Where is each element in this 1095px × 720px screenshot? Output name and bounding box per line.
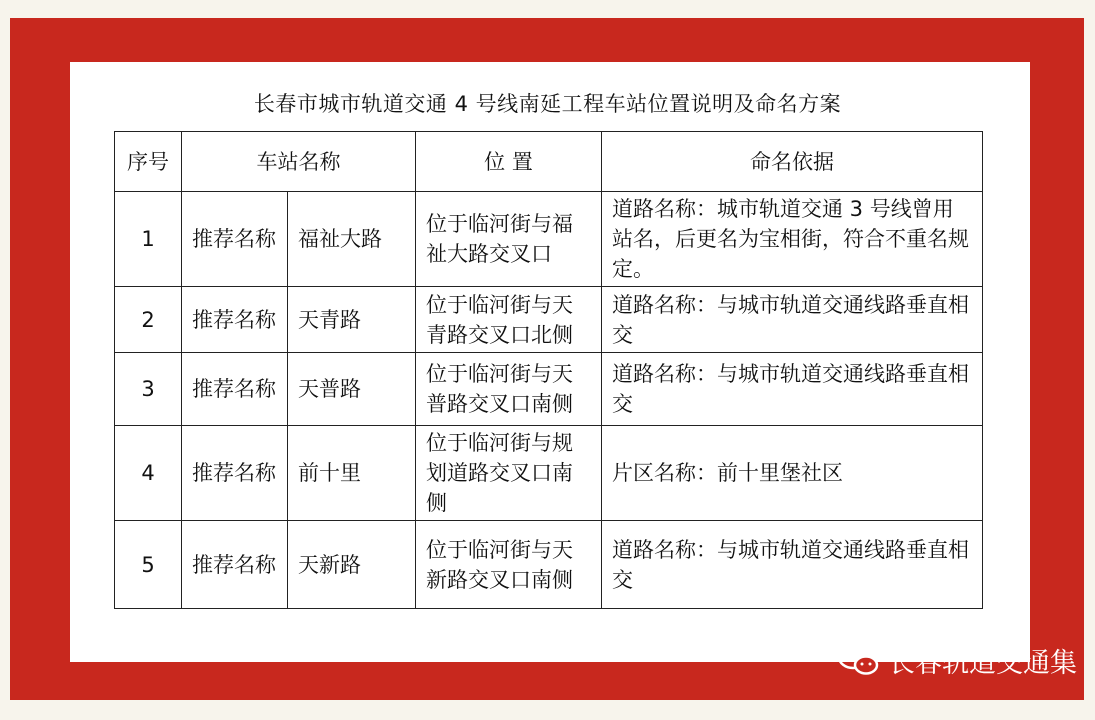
station-name: 天青路 (288, 287, 416, 353)
row-number: 3 (115, 353, 182, 426)
row-number: 1 (115, 192, 182, 287)
table-row (115, 192, 983, 287)
station-location: 位于临河街与天普路交叉口南侧 (416, 353, 602, 426)
recommended-label: 推荐名称 (182, 287, 288, 353)
header-basis: 命名依据 (602, 132, 983, 192)
recommended-label: 推荐名称 (182, 426, 288, 521)
table-row (115, 426, 983, 521)
naming-basis: 片区名称：前十里堡社区 (602, 426, 983, 521)
naming-basis: 道路名称：城市轨道交通 3 号线曾用站名，后更名为宝相街，符合不重名规定。 (602, 192, 983, 287)
naming-basis: 道路名称：与城市轨道交通线路垂直相交 (602, 353, 983, 426)
recommended-label: 推荐名称 (182, 521, 288, 609)
row-number: 2 (115, 287, 182, 353)
watermark (836, 640, 1077, 680)
document-title: 长春市城市轨道交通 4 号线南延工程车站位置说明及命名方案 (253, 92, 842, 116)
recommended-label: 推荐名称 (182, 353, 288, 426)
station-naming-table (114, 131, 983, 609)
naming-basis: 道路名称：与城市轨道交通线路垂直相交 (602, 521, 983, 609)
station-name: 前十里 (288, 426, 416, 521)
station-location: 位于临河街与天新路交叉口南侧 (416, 521, 602, 609)
station-name: 天新路 (288, 521, 416, 609)
station-location: 位于临河街与天青路交叉口北侧 (416, 287, 602, 353)
header-station-name: 车站名称 (182, 132, 416, 192)
table-row (115, 521, 983, 609)
row-number: 4 (115, 426, 182, 521)
table-header-row (115, 132, 983, 192)
table-row (115, 353, 983, 426)
table-row (115, 287, 983, 353)
row-number: 5 (115, 521, 182, 609)
watermark-text: 长春轨道交通集 (888, 647, 1077, 679)
station-name: 天普路 (288, 353, 416, 426)
header-location: 位 置 (416, 132, 602, 192)
station-location: 位于临河街与规划道路交叉口南侧 (416, 426, 602, 521)
naming-basis: 道路名称：与城市轨道交通线路垂直相交 (602, 287, 983, 353)
header-no: 序号 (115, 132, 182, 192)
station-name: 福祉大路 (288, 192, 416, 287)
station-location: 位于临河街与福祉大路交叉口 (416, 192, 602, 287)
wechat-icon (836, 644, 880, 676)
recommended-label: 推荐名称 (182, 192, 288, 287)
